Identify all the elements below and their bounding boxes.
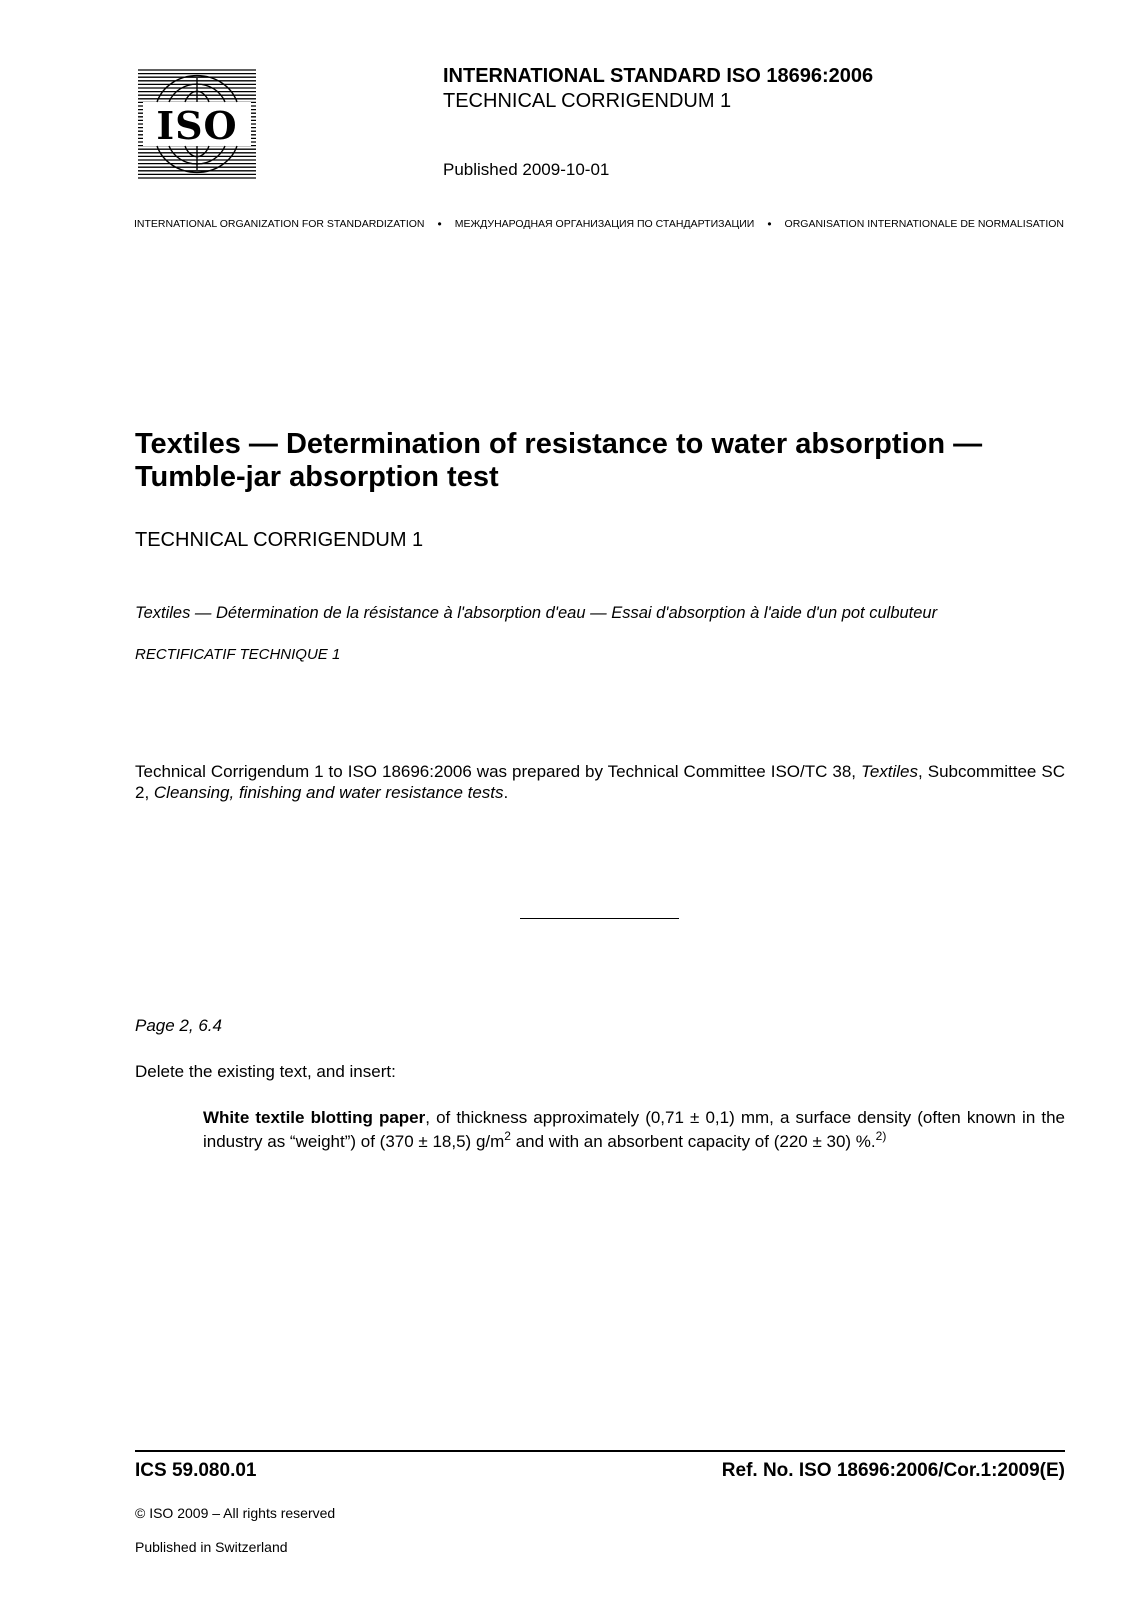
insert-bold-term: White textile blotting paper	[203, 1108, 426, 1127]
correction-instruction: Delete the existing text, and insert:	[135, 1062, 396, 1081]
iso-logo	[138, 68, 256, 180]
organization-names-line	[134, 217, 1064, 231]
org-name-ru: МЕЖДУНАРОДНАЯ ОРГАНИЗАЦИЯ ПО СТАНДАРТИЗАЦИИ	[454, 218, 755, 230]
corrigendum-label: TECHNICAL CORRIGENDUM 1	[443, 90, 732, 112]
bullet-separator: •	[767, 217, 772, 231]
french-subtitle: RECTIFICATIF TECHNIQUE 1	[135, 646, 341, 663]
copyright-notice: © ISO 2009 – All rights reserved	[135, 1505, 336, 1521]
subcommittee-name: Cleansing, finishing and water resistance tests	[153, 783, 504, 802]
prep-text-3: .	[503, 783, 509, 802]
iso-logo-text: ISO	[156, 103, 238, 148]
title-line-2: Tumble-jar absorption test	[135, 461, 499, 493]
footer-rule	[135, 1450, 1065, 1452]
insert-text-2: and with an absorbent capacity of (220 ± 30) %.	[510, 1132, 876, 1151]
page-reference: Page 2, 6.4	[135, 1016, 222, 1035]
french-title: Textiles — Détermination de la résistance à l'absorption d'eau — Essai d'absorption à l'aide d'un pot culbuteur	[135, 604, 938, 622]
org-name-fr: ORGANISATION INTERNATIONALE DE NORMALISATION	[784, 218, 1064, 230]
inserted-text-block	[203, 1106, 1065, 1154]
org-name-en: INTERNATIONAL ORGANIZATION FOR STANDARDIZATION	[134, 218, 425, 230]
document-title	[135, 428, 1075, 494]
prep-text-1: Technical Corrigendum 1 to ISO 18696:2006 was prepared by Technical Committee ISO/TC 38,	[135, 762, 861, 781]
preparation-paragraph	[135, 761, 1065, 803]
title-line-1: Textiles — Determination of resistance to water absorption —	[135, 428, 983, 460]
published-in: Published in Switzerland	[135, 1539, 288, 1555]
committee-name: Textiles	[861, 762, 919, 781]
published-date: Published 2009-10-01	[443, 160, 610, 179]
document-subtitle: TECHNICAL CORRIGENDUM 1	[135, 529, 424, 551]
prep-text-2: , Subcommittee SC 2,	[135, 762, 1065, 802]
superscript-unit: 2	[504, 1129, 511, 1143]
section-divider	[520, 918, 679, 919]
standard-title: INTERNATIONAL STANDARD ISO 18696:2006	[443, 65, 874, 87]
bullet-separator: •	[437, 217, 442, 231]
footnote-reference: 2)	[875, 1129, 887, 1143]
ics-code: ICS 59.080.01	[135, 1460, 257, 1481]
insert-text-1: , of thickness approximately (0,71 ± 0,1) mm, a surface density (often known in the industry as “weight”) of (370 ± 18,5) g/m	[203, 1108, 1065, 1151]
reference-number: Ref. No. ISO 18696:2006/Cor.1:2009(E)	[721, 1460, 1065, 1481]
